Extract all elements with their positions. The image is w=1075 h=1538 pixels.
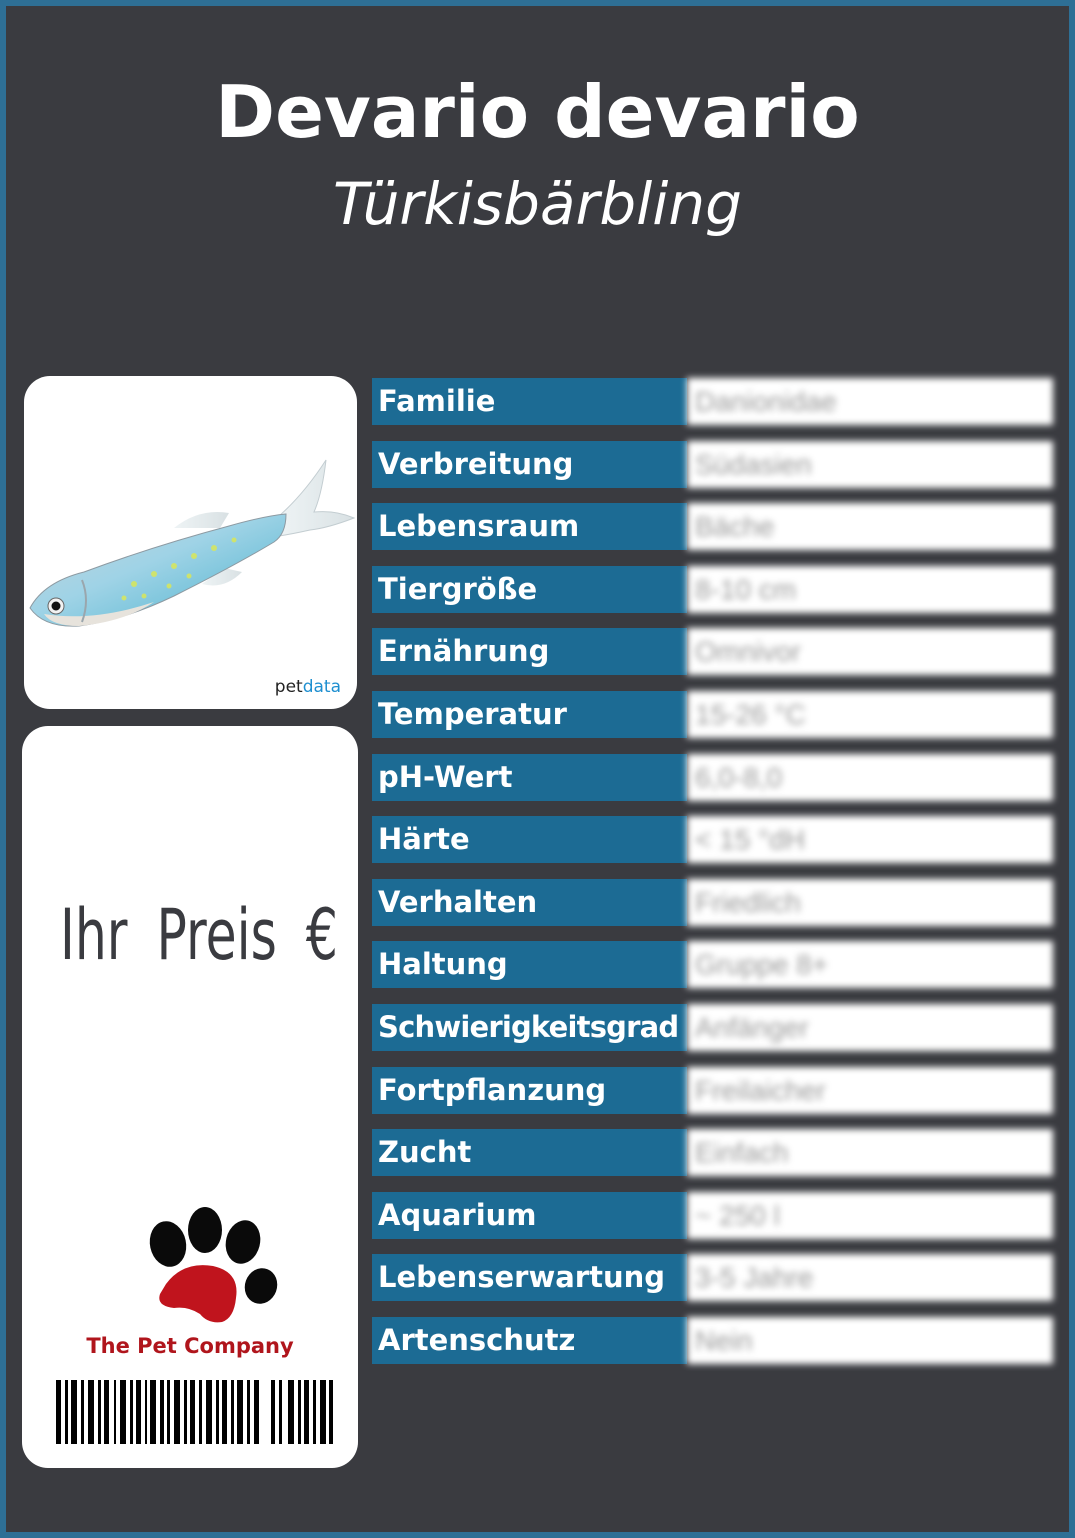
table-row bbox=[372, 691, 1053, 738]
row-value: Nein bbox=[687, 1317, 1053, 1364]
row-label: Tiergröße bbox=[372, 566, 687, 613]
common-name: Türkisbärbling bbox=[333, 170, 742, 238]
row-value: 3-5 Jahre bbox=[687, 1254, 1053, 1301]
row-label: Schwierigkeitsgrad bbox=[372, 1004, 687, 1051]
table-row bbox=[372, 441, 1053, 488]
row-label: Artenschutz bbox=[372, 1317, 687, 1364]
row-value: Einfach bbox=[687, 1129, 1053, 1176]
row-label: Verhalten bbox=[372, 879, 687, 926]
price-card bbox=[22, 726, 358, 1468]
paw-logo-icon bbox=[138, 1206, 288, 1336]
row-label: Haltung bbox=[372, 941, 687, 988]
table-row bbox=[372, 754, 1053, 801]
petdata-logo: petdata bbox=[274, 677, 341, 697]
row-label: Lebensraum bbox=[372, 503, 687, 550]
row-value: 15-26 °C bbox=[687, 691, 1053, 738]
row-value: 8-10 cm bbox=[687, 566, 1053, 613]
row-value: Bäche bbox=[687, 503, 1053, 550]
species-title: Devario devario bbox=[215, 70, 860, 154]
row-label: Ernährung bbox=[372, 628, 687, 675]
row-label: pH-Wert bbox=[372, 754, 687, 801]
table-row bbox=[372, 378, 1053, 425]
row-value: < 15 °dH bbox=[687, 816, 1053, 863]
table-row bbox=[372, 1004, 1053, 1051]
table-row bbox=[372, 816, 1053, 863]
table-row bbox=[372, 1192, 1053, 1239]
row-label: Härte bbox=[372, 816, 687, 863]
row-value: Südasien bbox=[687, 441, 1053, 488]
barcode-icon bbox=[56, 1380, 334, 1444]
row-label: Aquarium bbox=[372, 1192, 687, 1239]
fish-photo-card bbox=[24, 376, 357, 709]
row-value: ~ 250 l bbox=[687, 1192, 1053, 1239]
table-row bbox=[372, 941, 1053, 988]
table-row bbox=[372, 628, 1053, 675]
row-label: Fortpflanzung bbox=[372, 1067, 687, 1114]
table-row bbox=[372, 1129, 1053, 1176]
row-value: Gruppe 8+ bbox=[687, 941, 1053, 988]
row-value: Friedlich bbox=[687, 879, 1053, 926]
row-label: Lebenserwartung bbox=[372, 1254, 687, 1301]
table-row bbox=[372, 879, 1053, 926]
row-label: Verbreitung bbox=[372, 441, 687, 488]
row-label: Temperatur bbox=[372, 691, 687, 738]
table-row bbox=[372, 503, 1053, 550]
row-label: Familie bbox=[372, 378, 687, 425]
table-row bbox=[372, 566, 1053, 613]
row-value: 6,0-8,0 bbox=[687, 754, 1053, 801]
row-label: Zucht bbox=[372, 1129, 687, 1176]
table-row bbox=[372, 1317, 1053, 1364]
table-row bbox=[372, 1067, 1053, 1114]
price-label: Ihr Preis € bbox=[60, 894, 338, 976]
row-value: Anfänger bbox=[687, 1004, 1053, 1051]
row-value: Omnivor bbox=[687, 628, 1053, 675]
fish-image bbox=[24, 376, 357, 709]
company-name: The Pet Company bbox=[86, 1334, 294, 1358]
row-value: Freilaicher bbox=[687, 1067, 1053, 1114]
row-value: Danionidae bbox=[687, 378, 1053, 425]
table-row bbox=[372, 1254, 1053, 1301]
